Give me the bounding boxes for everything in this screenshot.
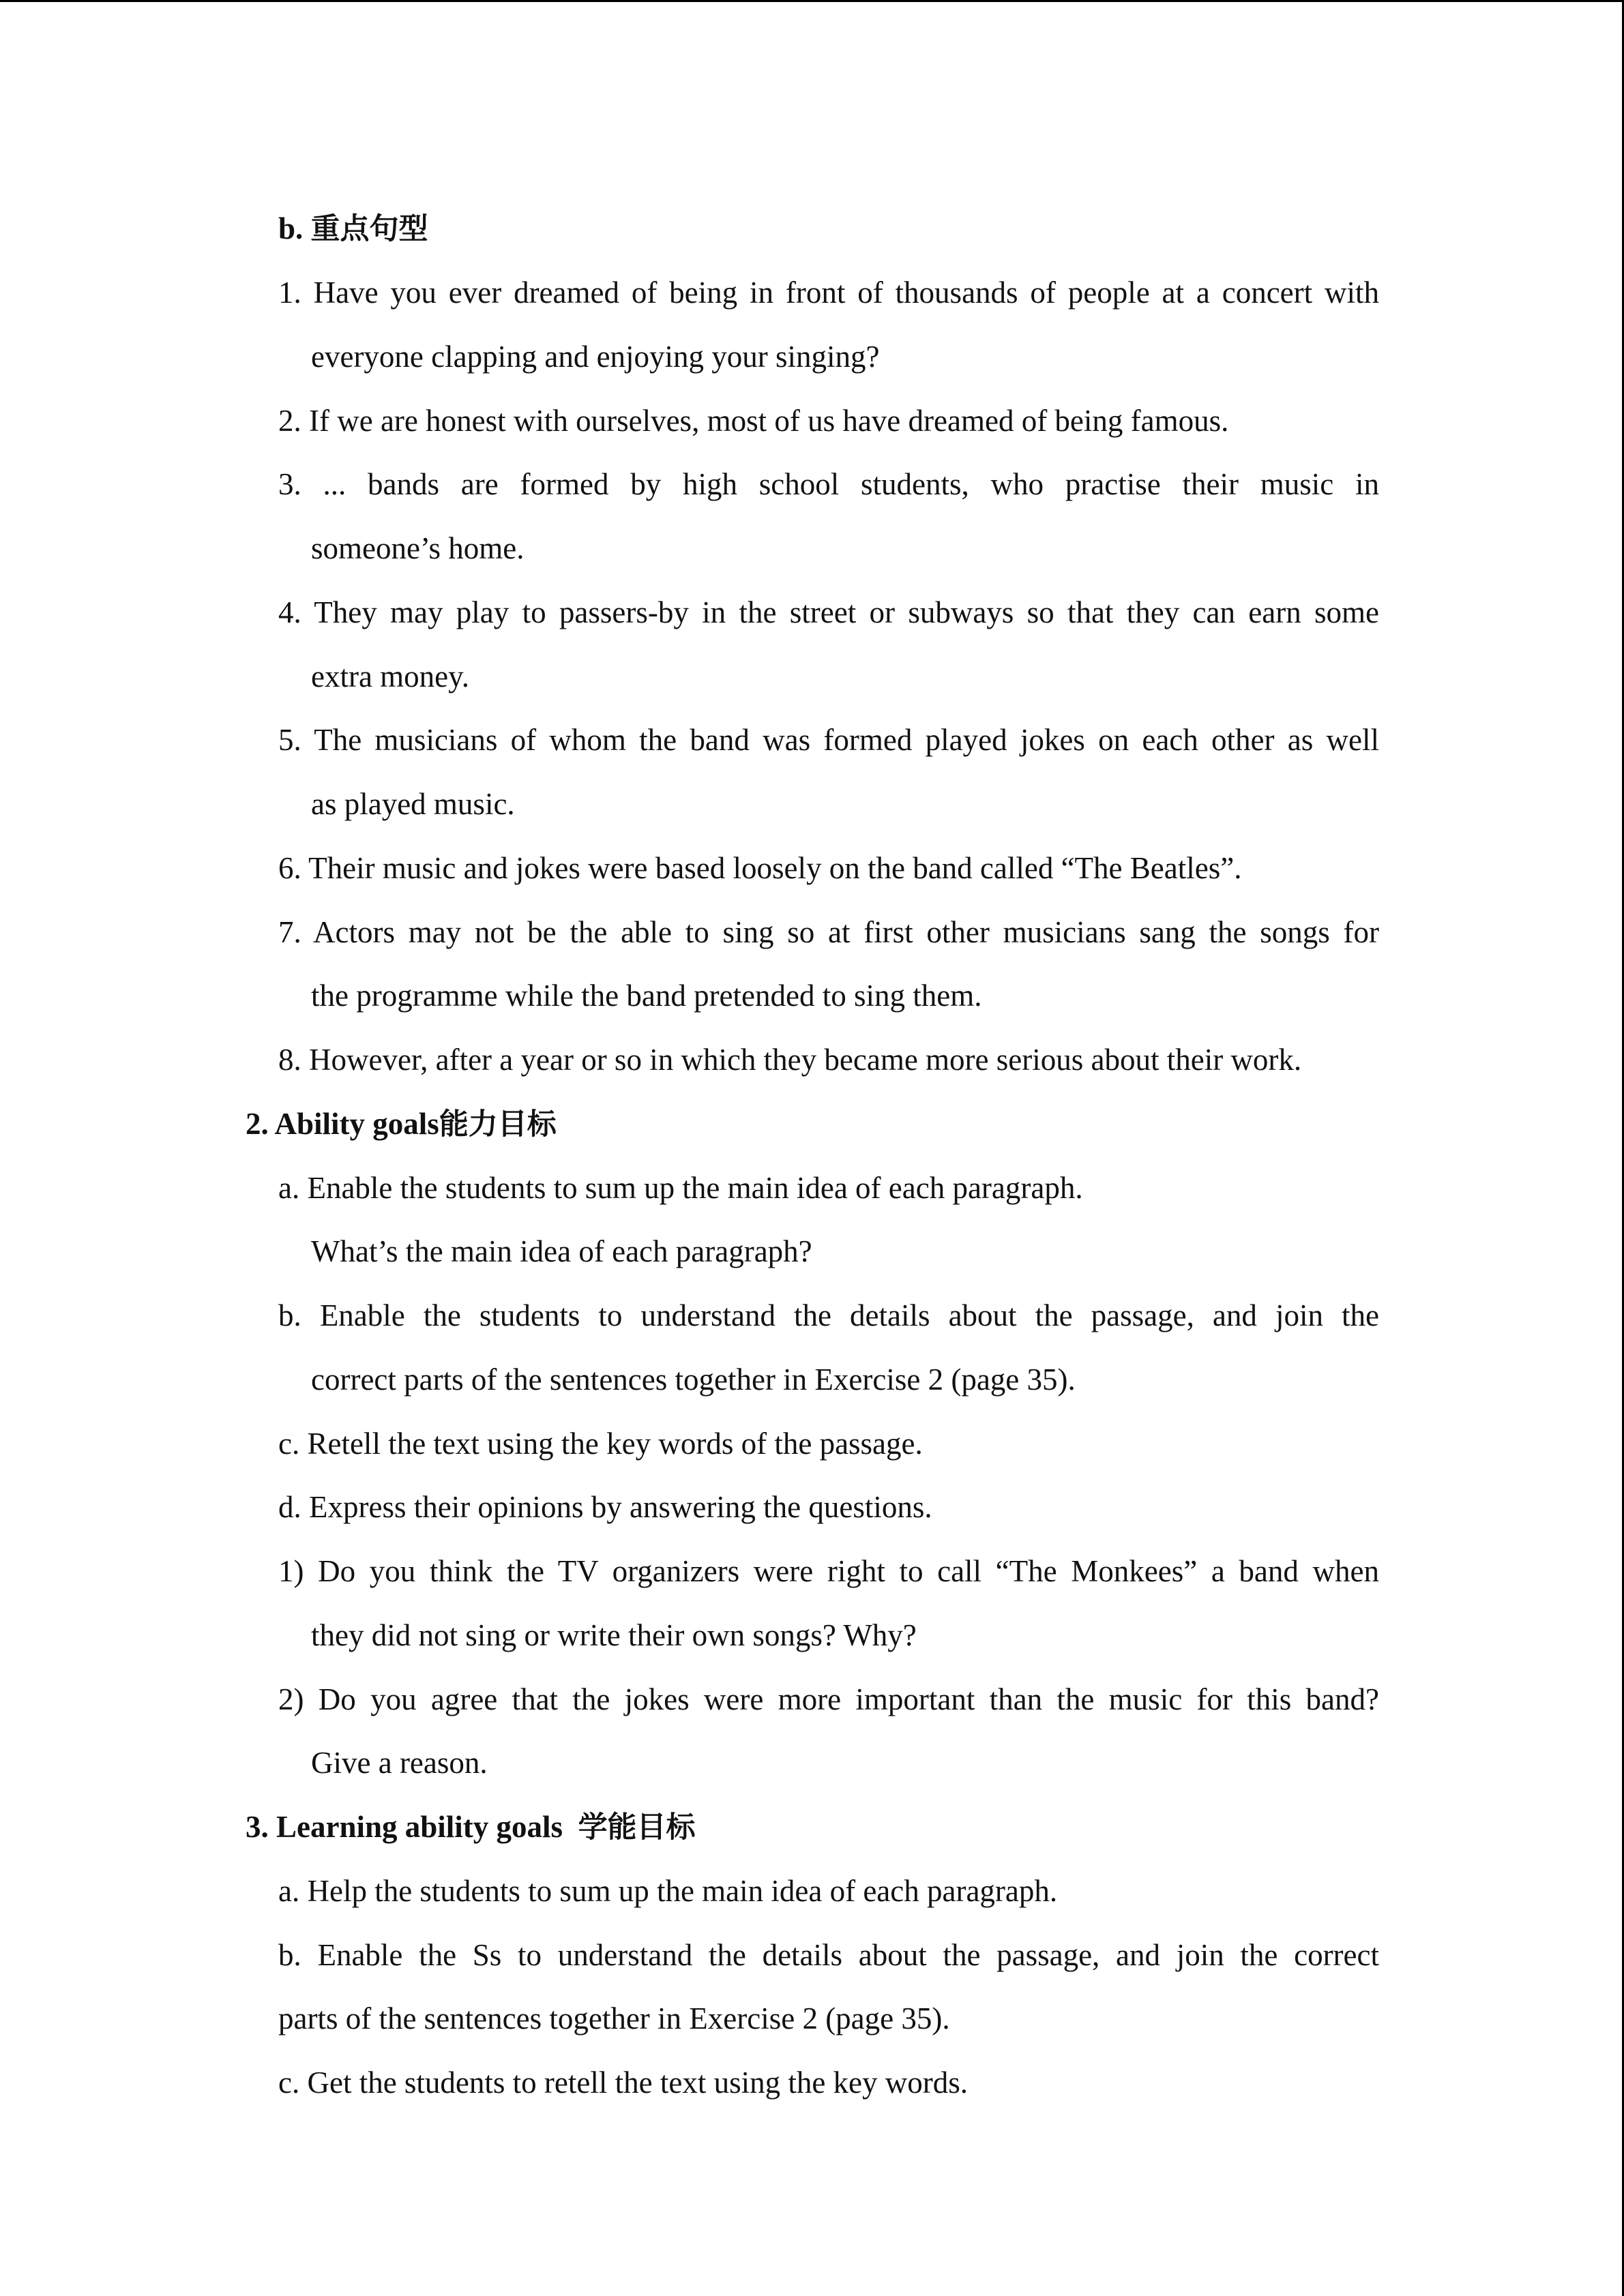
learning-a-line-1: a. Help the students to sum up the main idea of each paragraph. [278,1874,1058,1908]
learning-c-line-1: c. Get the students to retell the text using the key words. [278,2066,969,2100]
ability-a-line-2: What’s the main idea of each paragraph? [311,1234,812,1268]
sentence-3-line-1: 3. ... bands are formed by high school students, who practise their music in [278,467,1379,501]
section-3-heading [246,1806,696,1848]
sentence-4-line-2: extra money. [311,659,469,694]
learning-b-line-2: parts of the sentences together in Exercise 2 (page 35). [278,2001,950,2036]
section-2-heading [246,1103,557,1145]
sentence-3-line-2: someone’s home. [311,531,525,565]
sentence-5-line-1: 5. The musicians of whom the band was formed played jokes on each other as well [278,723,1379,757]
sentence-1-line-2: everyone clapping and enjoying your singing? [311,340,880,374]
section-2-title-cjk: 能力目标 [439,1107,557,1142]
section-b-letter: b. [278,211,304,245]
ability-b-line-1: b. Enable the students to understand the details about the passage, and join the [278,1298,1379,1332]
page-border-top [0,0,1624,2]
sentence-2-line-1: 2. If we are honest with ourselves, most of us have dreamed of being famous. [278,404,1229,438]
sentence-1-line-1: 1. Have you ever dreamed of being in front of thousands of people at a concert with [278,275,1379,310]
ability-a-line-1: a. Enable the students to sum up the main idea of each paragraph. [278,1171,1083,1205]
section-3-title-cjk: 学能目标 [578,1810,696,1845]
sentence-8-line-1: 8. However, after a year or so in which they became more serious about their work. [278,1043,1302,1077]
sentence-4-line-1: 4. They may play to passers-by in the street or subways so that they can earn some [278,595,1379,629]
question-1-line-2: they did not sing or write their own songs? Why? [311,1618,917,1652]
sentence-7-line-2: the programme while the band pretended to sing them. [311,979,982,1013]
question-2-line-2: Give a reason. [311,1746,488,1780]
sentence-6-line-1: 6. Their music and jokes were based loosely on the band called “The Beatles”. [278,851,1242,885]
ability-d-line-1: d. Express their opinions by answering the questions. [278,1490,932,1524]
ability-b-line-2: correct parts of the sentences together in Exercise 2 (page 35). [311,1362,1076,1397]
section-b-title: 重点句型 [310,212,428,246]
sentence-7-line-1: 7. Actors may not be the able to sing so at first other musicians sang the songs for [278,915,1379,949]
sentence-5-line-2: as played music. [311,787,515,821]
question-2-line-1: 2) Do you agree that the jokes were more important than the music for this band? [278,1682,1379,1716]
section-2-title: 2. Ability goals [246,1107,439,1141]
section-b-heading [278,208,428,250]
question-1-line-1: 1) Do you think the TV organizers were right to call “The Monkees” a band when [278,1554,1379,1588]
ability-c-line-1: c. Retell the text using the key words of the passage. [278,1427,923,1461]
learning-b-line-1: b. Enable the Ss to understand the details about the passage, and join the correct [278,1938,1379,1972]
section-3-title: 3. Learning ability goals [246,1810,563,1844]
